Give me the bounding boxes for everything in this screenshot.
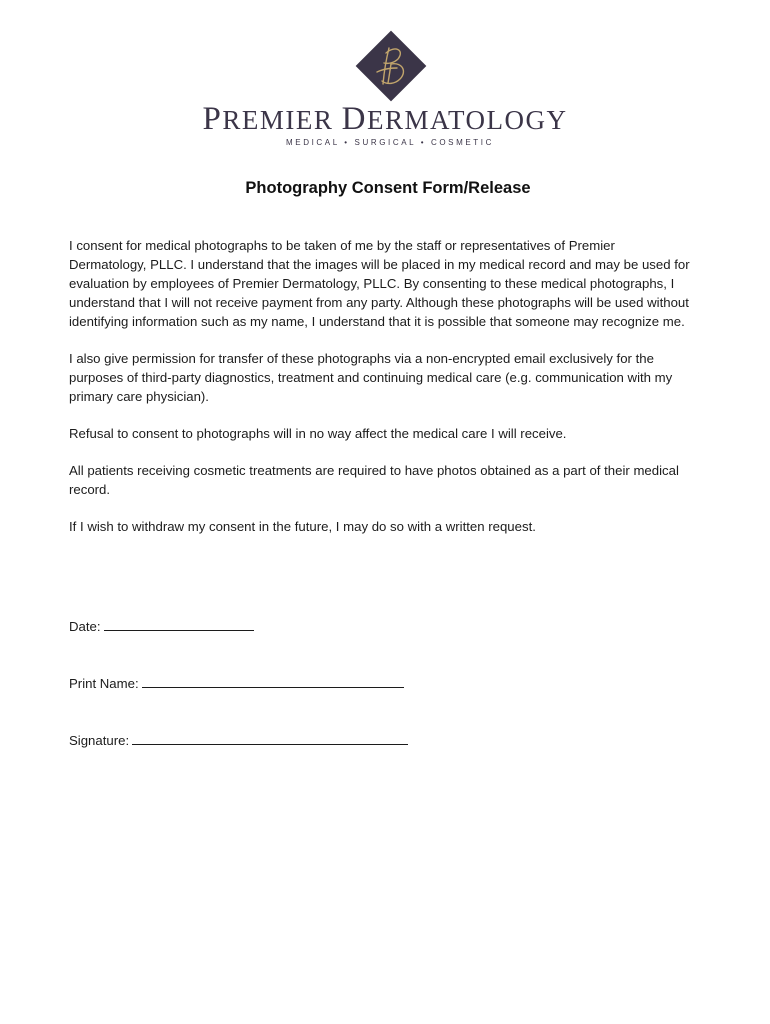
brand-name-rest-1: REMIER [222,105,334,135]
signature-input-line[interactable] [132,730,408,745]
brand-name [0,102,770,137]
consent-paragraph: Refusal to consent to photographs will in no way affect the medical care I will receive. [69,426,567,441]
brand-name-initial-d: D [341,101,367,137]
date-input-line[interactable] [104,616,254,631]
consent-body [69,236,694,554]
signature-field-row [69,730,408,750]
date-label: Date: [69,619,101,634]
consent-paragraph: I consent for medical photographs to be taken of me by the staff or representatives of Premier Dermatology, PLLC. I understand that the images will be placed in my medical record and may be used for evaluation by employees of Premier Dermatology, PLLC. By consenting to these medical photographs, I understand that I will not receive payment from any party. Although these photographs will be used without identifying information such as my name, I understand that it is possible that someone may recognize me. [69,238,690,329]
signature-label: Signature: [69,733,130,748]
brand-name-rest-2: ERMATOLOGY [366,105,568,135]
date-field-row [69,616,254,636]
consent-paragraph: If I wish to withdraw my consent in the future, I may do so with a written request. [69,519,536,534]
brand-name-initial-p: P [202,101,223,137]
brand-tagline: MEDICAL • SURGICAL • COSMETIC [286,138,494,147]
form-title: Photography Consent Form/Release [245,179,531,197]
consent-paragraph: I also give permission for transfer of these photographs via a non-encrypted email exclusively for the purposes of third-party diagnostics, treatment and continuing medical care (e.g. communication with my primary care physician). [69,351,673,404]
print-name-field-row [69,673,404,693]
print-name-label: Print Name: [69,676,139,691]
print-name-input-line[interactable] [142,673,404,688]
consent-paragraph: All patients receiving cosmetic treatments are required to have photos obtained as a part of their medical record. [69,463,679,497]
premier-dermatology-logo [353,28,429,104]
